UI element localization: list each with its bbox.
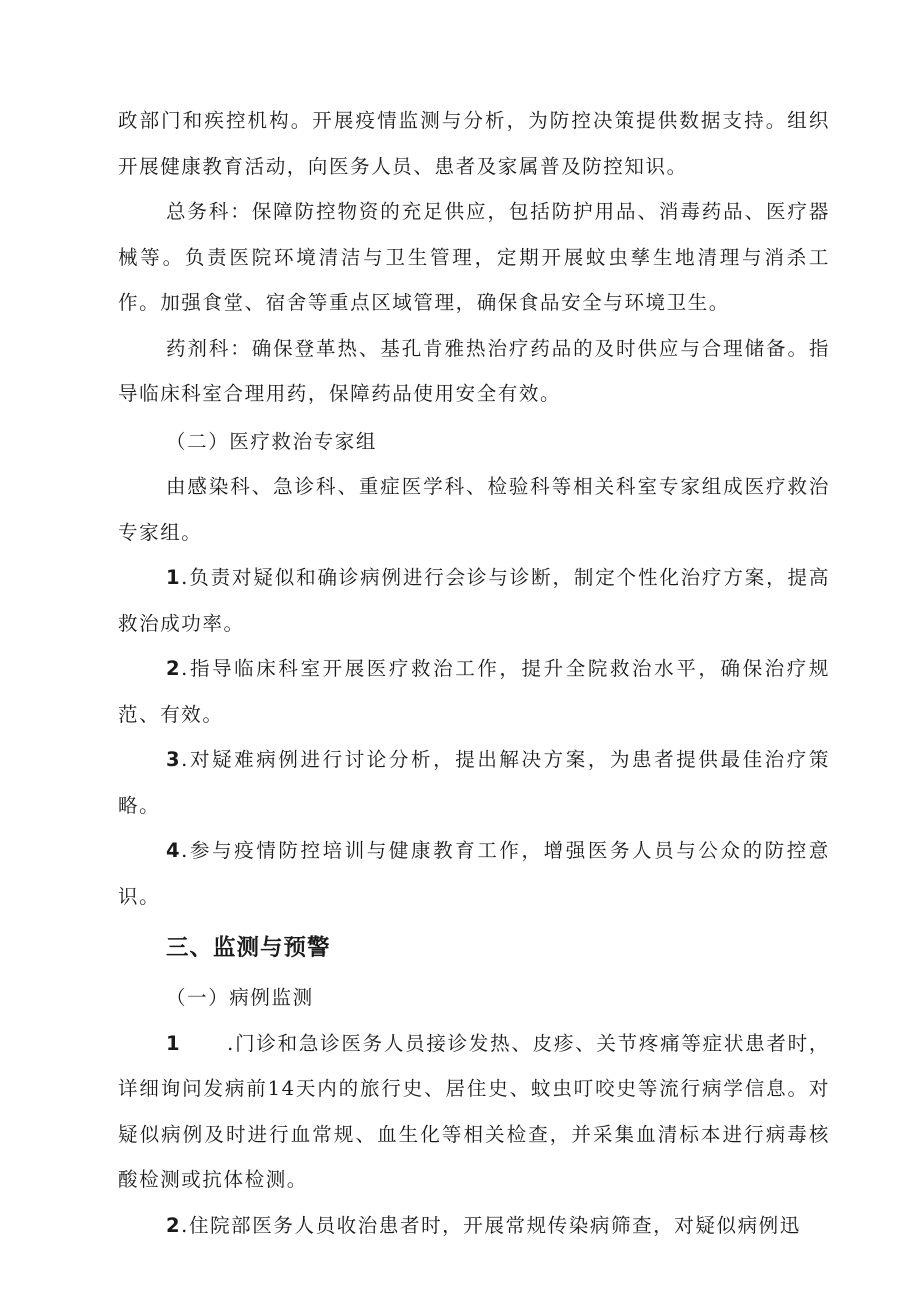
list-text: .住院部医务人员收治患者时，开展常规传染病筛查，对疑似病例迅 — [181, 1213, 801, 1237]
list-number: 4 — [166, 839, 182, 862]
list-text: .指导临床科室开展医疗救治工作，提升全院救治水平，确保治疗规范、有效。 — [118, 657, 830, 726]
sub-heading-expert-group: （二）医疗救治专家组 — [166, 429, 378, 453]
list-number: 1 — [166, 1031, 182, 1055]
list-item-monitor-1 — [118, 1021, 830, 1203]
list-number: 2 — [166, 1213, 182, 1237]
list-text: .参与疫情防控培训与健康教育工作，增强医务人员与公众的防控意识。 — [118, 839, 830, 908]
paragraph-continuation: 政部门和疾控机构。开展疫情监测与分析，为防控决策提供数据支持。组织开展健康教育活动，向医务人员、患者及家属普及防控知识。 — [118, 109, 830, 178]
list-text: .负责对疑似和确诊病例进行会诊与诊断，制定个性化治疗方案，提高救治成功率。 — [118, 566, 830, 635]
list-item-expert-2 — [118, 646, 830, 737]
list-number: 2 — [166, 657, 182, 680]
list-number: 1 — [166, 566, 182, 589]
paragraph-general-affairs: 总务科：保障防控物资的充足供应，包括防护用品、消毒药品、医疗器械等。负责医院环境清洁与卫生管理，定期开展蚊虫孳生地清理与消杀工作。加强食堂、宿舍等重点区域管理，确保食品安全与环境卫生。 — [118, 200, 830, 314]
document-body — [118, 98, 830, 1248]
sub-heading-case-monitoring: （一）病例监测 — [166, 986, 314, 1009]
paragraph-expert-group-intro: 由感染科、急诊科、重症医学科、检验科等相关科室专家组成医疗救治专家组。 — [118, 475, 830, 544]
paragraph-pharmacy: 药剂科：确保登革热、基孔肯雅热治疗药品的及时供应与合理储备。指导临床科室合理用药，保障药品使用安全有效。 — [118, 336, 830, 405]
list-text: .对疑难病例进行讨论分析，提出解决方案，为患者提供最佳治疗策略。 — [118, 748, 830, 817]
list-item-monitor-2 — [118, 1203, 830, 1249]
list-text: .门诊和急诊医务人员接诊发热、皮疹、关节疼痛等症状患者时，详细询问发病前14天内的旅行史、居住史、蚊虫叮咬史等流行病学信息。对疑似病例及时进行血常规、血生化等相关检查，并采集血清标本进行病毒核酸检测或抗体检测。 — [118, 1031, 830, 1191]
list-item-expert-1 — [118, 555, 830, 646]
list-item-expert-3 — [118, 737, 830, 828]
list-item-expert-4 — [118, 828, 830, 919]
list-number: 3 — [166, 748, 182, 771]
section-heading-monitoring: 三、监测与预警 — [166, 935, 331, 961]
